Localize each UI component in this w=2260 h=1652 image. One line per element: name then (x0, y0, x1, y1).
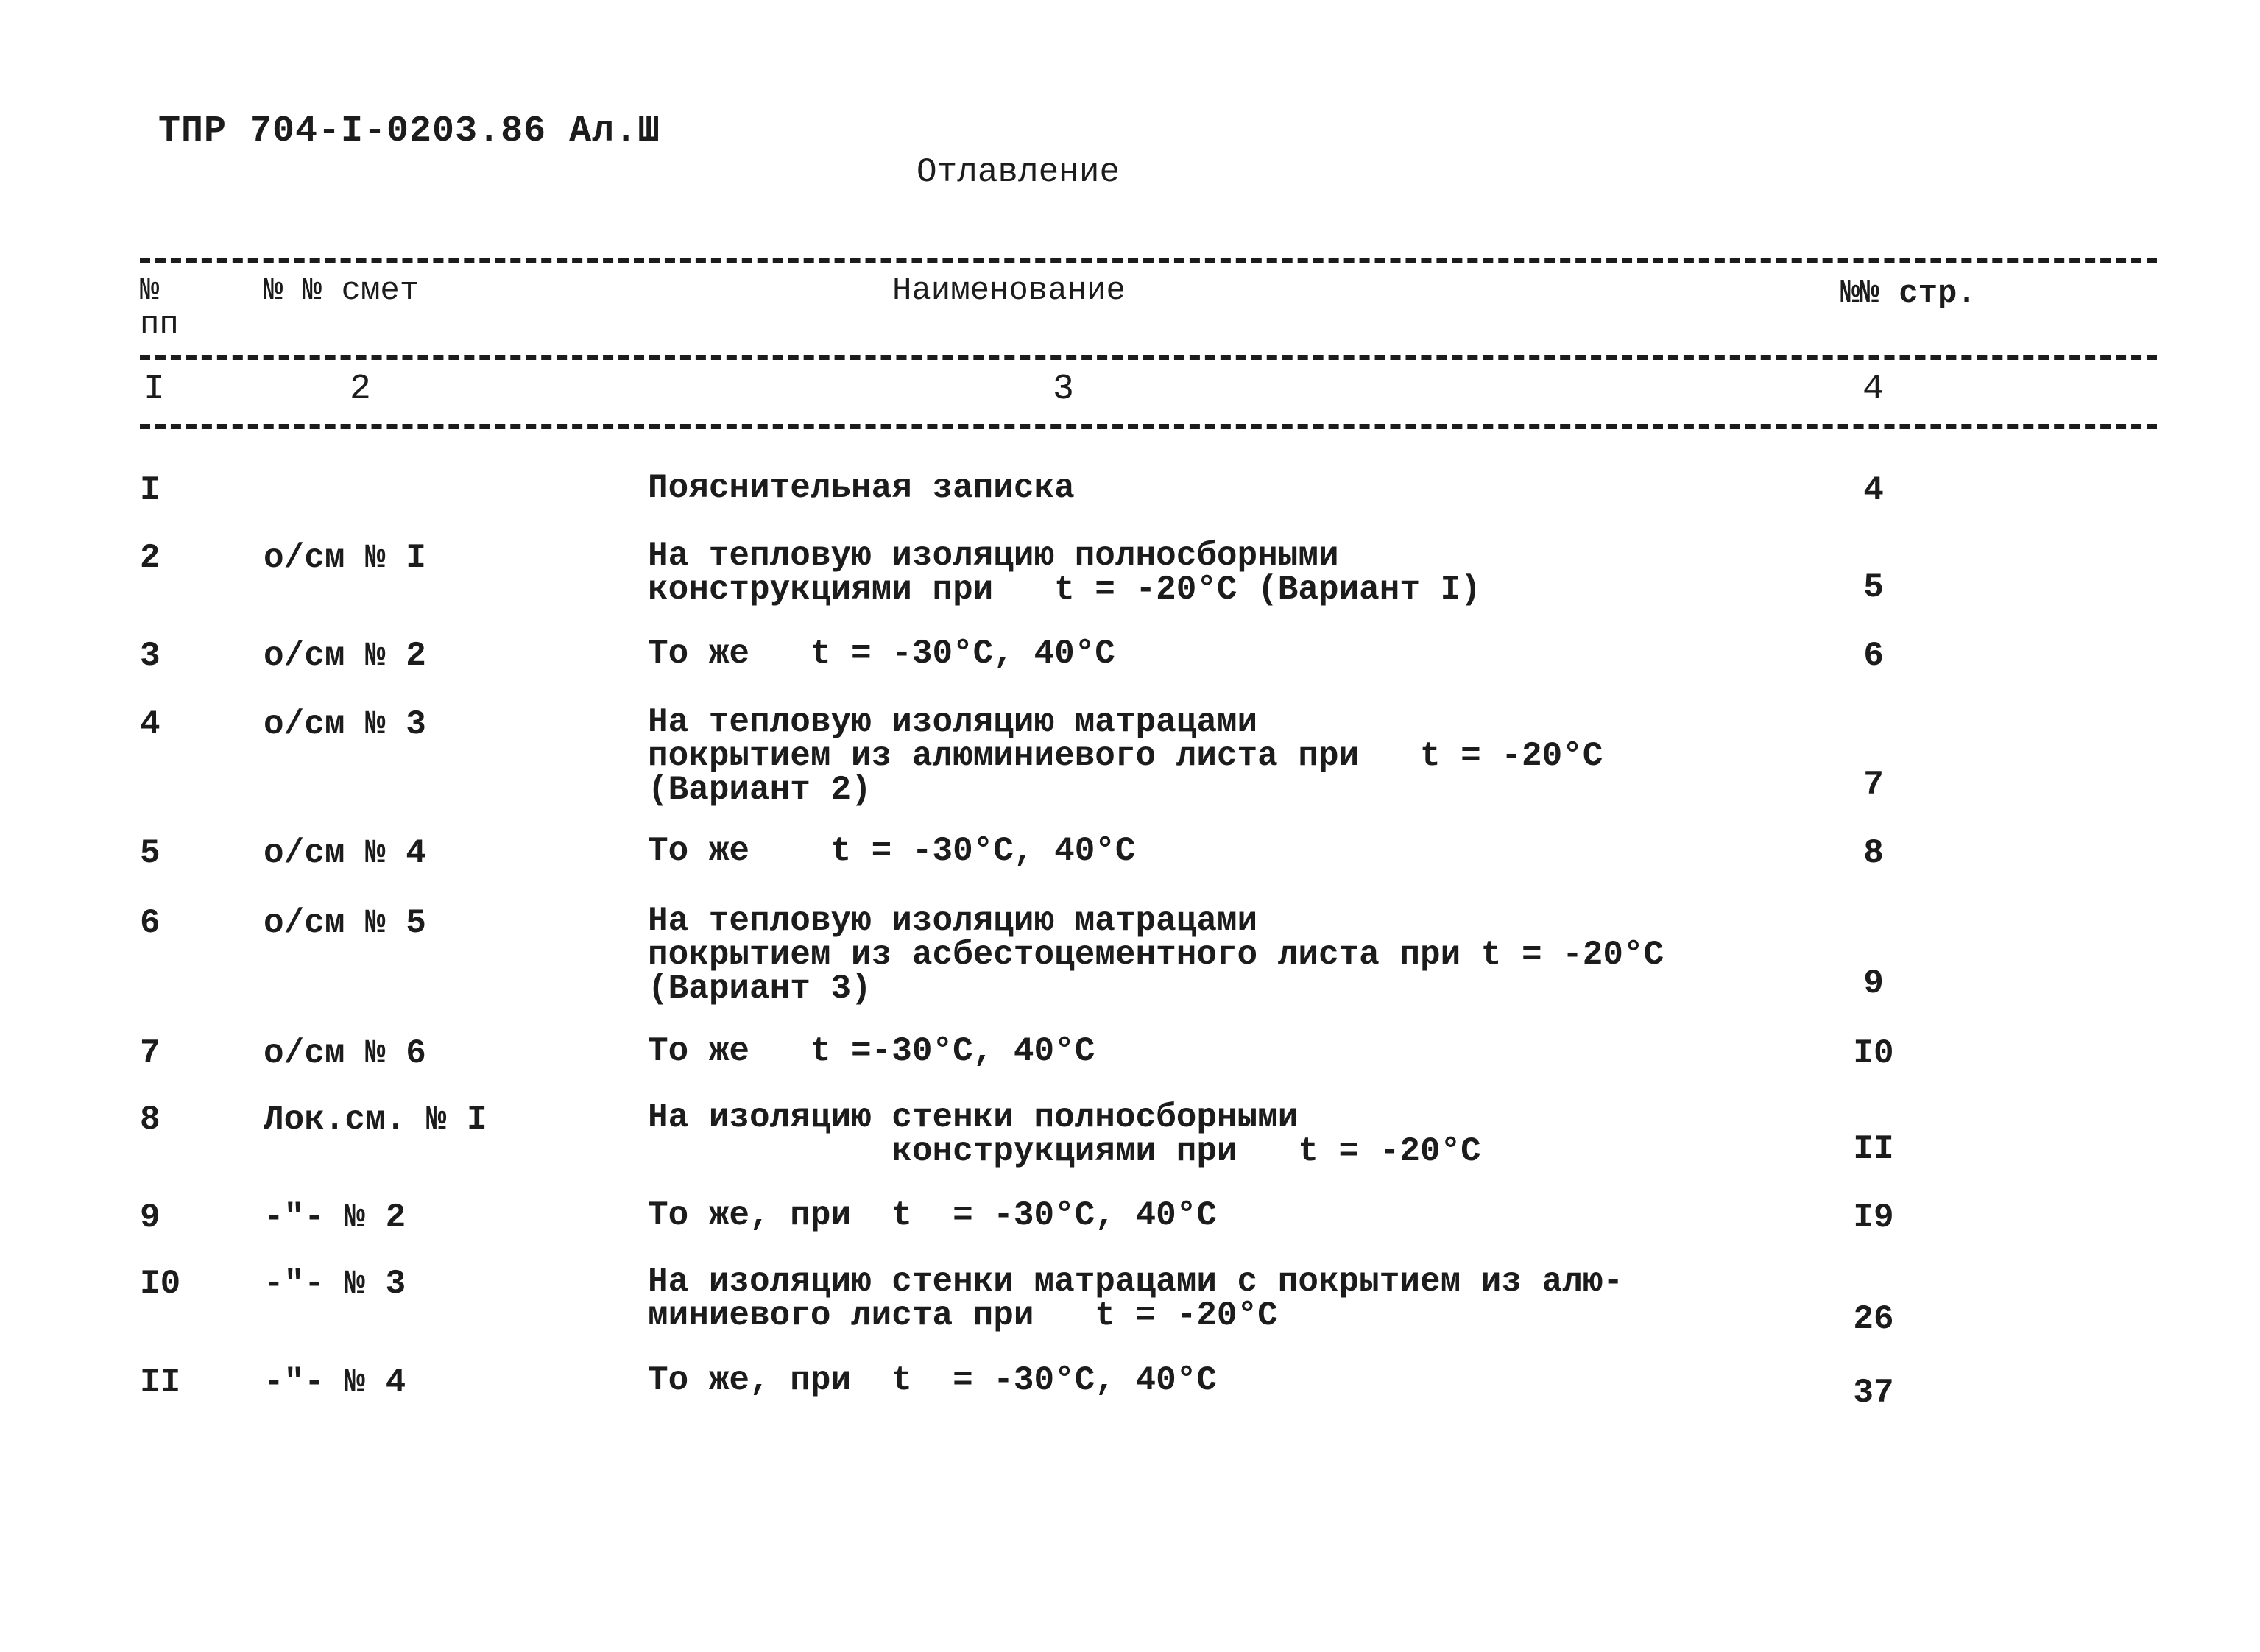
row-page: 5 (1863, 568, 1884, 607)
dashed-rule-bottom (140, 424, 2157, 429)
row-page: 37 (1853, 1374, 1894, 1412)
row-page: I0 (1853, 1034, 1894, 1073)
row-estimate: о/см № 3 (264, 705, 426, 744)
document-code: ТПР 704-I-0203.86 Ал.Ш (158, 110, 661, 152)
dashed-rule-mid (140, 355, 2157, 360)
row-name: То же, при t = -30°C, 40°C (648, 1361, 1217, 1399)
row-number: 9 (140, 1199, 160, 1237)
row-estimate: о/см № 2 (264, 637, 426, 675)
col-header-num: № пп (140, 272, 179, 343)
row-page: 4 (1863, 471, 1884, 509)
row-number: II (140, 1363, 181, 1402)
row-name: То же, при t = -30°C, 40°C (648, 1196, 1217, 1235)
col-number-3: 3 (1053, 370, 1074, 409)
row-name: То же t =-30°C, 40°C (648, 1032, 1095, 1070)
row-name: На изоляцию стенки матрацами с покрытием из алю- миниевого листа при t = -20°C (648, 1263, 1624, 1335)
row-page: 26 (1853, 1300, 1894, 1338)
row-page: 8 (1863, 834, 1884, 872)
row-name: На тепловую изоляцию полносборными конструкциями при t = -20°C (Вариант I) (648, 537, 1481, 609)
row-page: 9 (1863, 964, 1884, 1003)
row-name: На изоляцию стенки полносборными конструкциями при t = -20°C (648, 1098, 1481, 1171)
page-title: Отлавление (917, 153, 1120, 191)
row-estimate: о/см № 5 (264, 904, 426, 942)
row-name: Пояснительная записка (648, 469, 1075, 507)
row-page: 6 (1863, 637, 1884, 675)
col-number-2: 2 (350, 370, 371, 409)
row-number: 6 (140, 904, 160, 942)
row-number: 5 (140, 834, 160, 872)
row-number: 2 (140, 539, 160, 577)
row-number: I0 (140, 1265, 181, 1303)
col-header-name: Наименование (892, 272, 1126, 309)
row-number: 3 (140, 637, 160, 675)
row-name: На тепловую изоляцию матрацами покрытием из асбестоцементного листа при t = -20°C (Вариант 3) (648, 902, 1664, 1008)
row-estimate: Лок.см. № I (264, 1101, 487, 1139)
row-name: На тепловую изоляцию матрацами покрытием из алюминиевого листа при t = -20°C (Вариант 2) (648, 703, 1603, 809)
dashed-rule-top (140, 258, 2157, 263)
row-page: 7 (1863, 766, 1884, 804)
row-estimate: о/см № 4 (264, 834, 426, 872)
row-number: I (140, 471, 160, 509)
row-estimate: -"- № 4 (264, 1363, 406, 1402)
col-number-1: I (144, 370, 165, 409)
col-header-page: №№ стр. (1840, 275, 1977, 312)
row-estimate: -"- № 3 (264, 1265, 406, 1303)
row-page: I9 (1853, 1199, 1894, 1237)
row-number: 8 (140, 1101, 160, 1139)
row-page: II (1853, 1130, 1894, 1168)
row-number: 4 (140, 705, 160, 744)
row-name: То же t = -30°C, 40°C (648, 832, 1136, 870)
row-number: 7 (140, 1034, 160, 1073)
row-estimate: о/см № 6 (264, 1034, 426, 1073)
row-name: То же t = -30°C, 40°C (648, 635, 1115, 673)
row-estimate: о/см № I (264, 539, 426, 577)
row-estimate: -"- № 2 (264, 1199, 406, 1237)
col-number-4: 4 (1862, 370, 1884, 409)
col-header-smet: № № смет (264, 272, 420, 309)
